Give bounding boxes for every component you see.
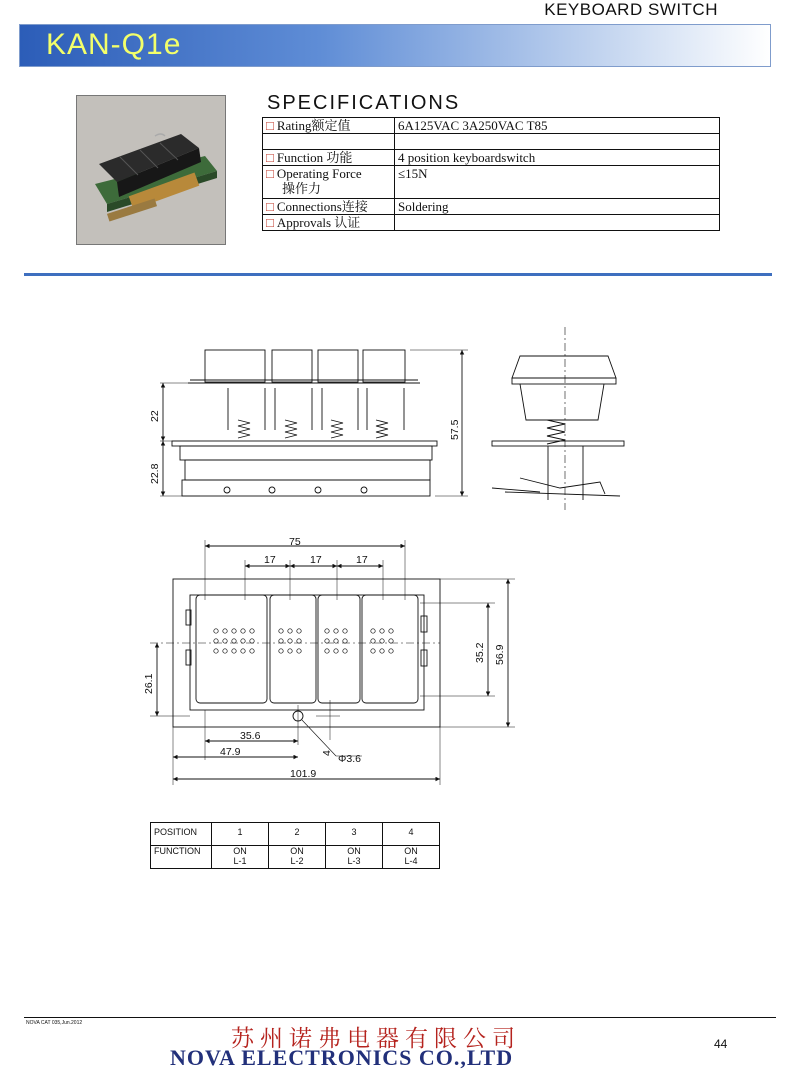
position-cell: 4 xyxy=(383,823,440,846)
checkbox-icon: □ xyxy=(266,150,274,165)
spec-value: 6A125VAC 3A250VAC T85 xyxy=(395,118,720,134)
category-label: KEYBOARD SWITCH xyxy=(544,0,718,19)
dim-17b: 17 xyxy=(310,554,322,566)
page-number: 44 xyxy=(714,1037,728,1051)
dim-101-9: 101.9 xyxy=(290,768,317,780)
dim-35-2: 35.2 xyxy=(474,642,486,663)
spec-value: ≤15N xyxy=(395,166,720,199)
checkbox-icon: □ xyxy=(266,215,274,230)
company-name-en: NOVA ELECTRONICS CO.,LTD xyxy=(170,1045,514,1070)
dim-56-9: 56.9 xyxy=(494,644,506,665)
position-header: POSITION xyxy=(151,823,212,846)
spec-label: Rating额定值 xyxy=(276,118,351,133)
spec-label: Approvals 认证 xyxy=(276,215,361,230)
function-cell: ON L-1 xyxy=(212,846,269,869)
dim-hole-3-6: Φ3.6 xyxy=(338,753,361,765)
model-name: KAN-Q1e xyxy=(46,28,182,61)
dim-17a: 17 xyxy=(264,554,276,566)
dim-22-8: 22.8 xyxy=(149,463,161,484)
function-cell: ON L-4 xyxy=(383,846,440,869)
footer-rule xyxy=(24,1017,776,1018)
position-function-table xyxy=(150,822,440,869)
spec-value: 4 position keyboardswitch xyxy=(395,150,720,166)
dim-22: 22 xyxy=(149,410,161,422)
dim-57-5: 57.5 xyxy=(449,419,461,440)
plan-view xyxy=(150,540,515,785)
spec-value: Soldering xyxy=(395,199,720,215)
front-view xyxy=(160,350,468,496)
checkbox-icon: □ xyxy=(266,118,274,133)
position-row xyxy=(151,823,440,846)
function-row xyxy=(151,846,440,869)
function-header: FUNCTION xyxy=(151,846,212,869)
side-view xyxy=(492,327,624,510)
position-cell: 1 xyxy=(212,823,269,846)
position-cell: 2 xyxy=(269,823,326,846)
spec-label: Connections连接 xyxy=(276,199,368,214)
dim-17c: 17 xyxy=(356,554,368,566)
dim-47-9: 47.9 xyxy=(220,746,241,758)
checkbox-icon: □ xyxy=(266,166,274,181)
function-cell: ON L-3 xyxy=(326,846,383,869)
company-name-cn: 苏州诺弗电器有限公司 xyxy=(231,1026,521,1052)
checkbox-icon: □ xyxy=(266,199,274,214)
dim-35-6: 35.6 xyxy=(240,730,261,742)
spec-label: Function 功能 xyxy=(276,150,353,165)
catalog-number: NOVA CAT 035,Jun.2012 xyxy=(26,1020,83,1026)
position-cell: 3 xyxy=(326,823,383,846)
spec-label: Operating Force xyxy=(276,166,362,181)
dim-75: 75 xyxy=(289,536,301,548)
specifications-title: SPECIFICATIONS xyxy=(267,92,461,114)
dim-26-1: 26.1 xyxy=(143,673,155,694)
dim-4: 4 xyxy=(321,750,333,756)
spec-label-cn: 操作力 xyxy=(282,181,322,196)
function-cell: ON L-2 xyxy=(269,846,326,869)
